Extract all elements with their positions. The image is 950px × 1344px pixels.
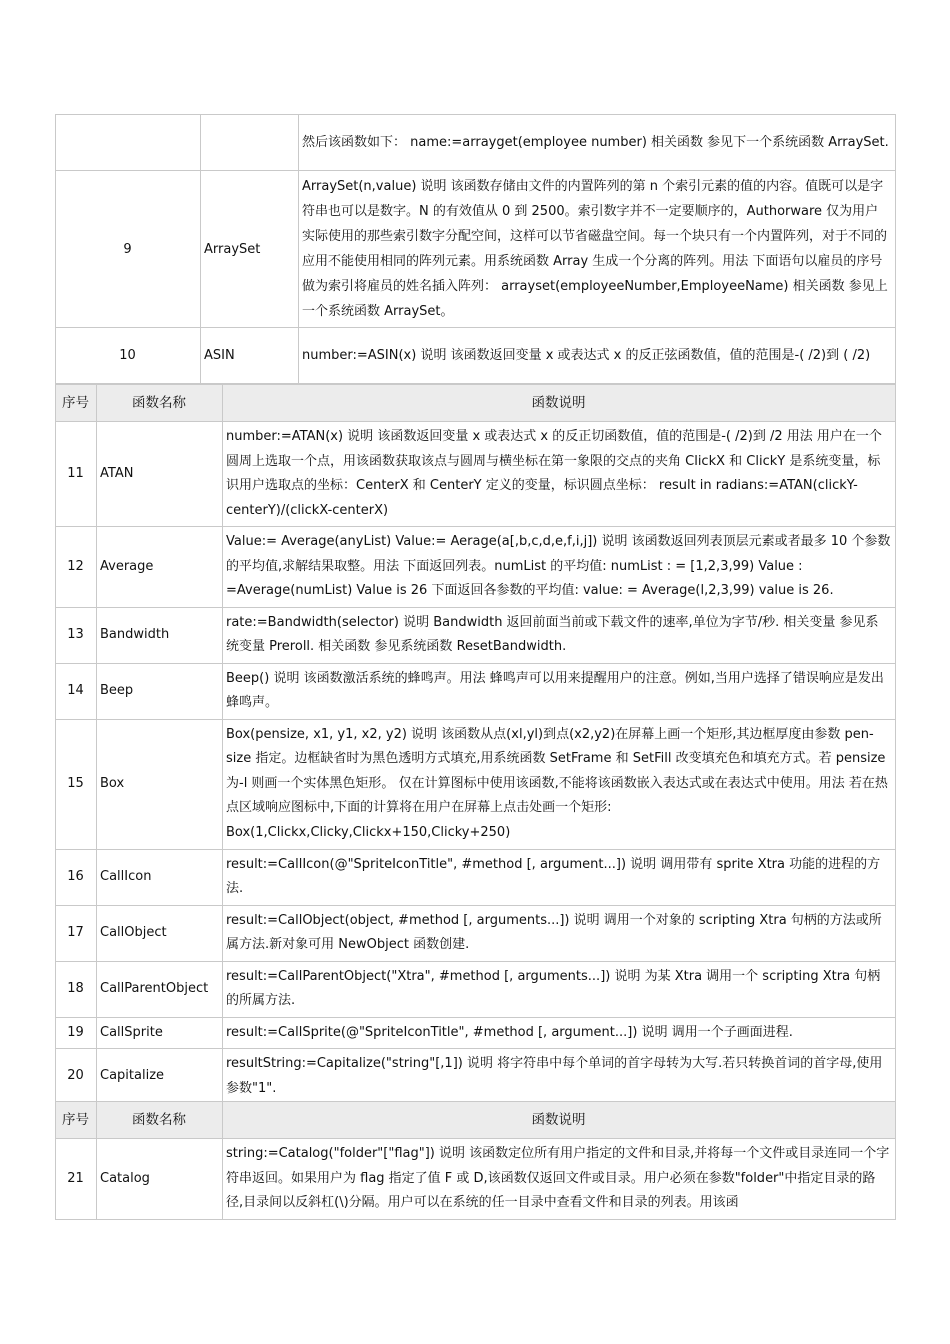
row-number: 9 [56, 171, 201, 328]
table-row [56, 422, 896, 527]
row-number: 17 [56, 905, 97, 961]
table-row [56, 961, 896, 1017]
function-table-top [55, 114, 896, 384]
function-description: result:=CallObject(object, #method [, arguments...]) 说明 调用一个对象的 scripting Xtra 句柄的方法或所属方法.新对象可用 NewObject 函数创建. [223, 905, 896, 961]
function-description: Value:= Average(anyList) Value:= Aerage(a[,b,c,d,e,f,i,j]) 说明 该函数返回列表顶层元素或者最多 10 个参数的平均值,求解结果取整。用法 下面返回列表。numList 的平均值: numList : = [1,2,3,99) Value : =Average(numList) Value is 26 下面返回各参数的平均值: value: = Average(l,2,3,99) value is 26. [223, 527, 896, 608]
table-row [56, 719, 896, 849]
function-description: result:=CallSprite(@"SpriteIconTitle", #method [, argument...]) 说明 调用一个子画面进程. [223, 1017, 896, 1049]
row-number [56, 115, 201, 171]
row-number: 10 [56, 328, 201, 384]
table-row [56, 171, 896, 328]
header-function-description: 函数说明 [223, 1102, 896, 1139]
table-row [56, 1049, 896, 1105]
function-table-b [55, 1101, 896, 1220]
function-description: Box(pensize, x1, y1, x2, y2) 说明 该函数从点(xl,yl)到点(x2,y2)在屏幕上画一个矩形,其边框厚度由参数 pen-size 指定。边框缺省时为黑色透明方式填充,用系统函数 SetFrame 和 SetFill 改变填充色和填充方式。若 pensize 为-l 则画一个实体黑色矩形。 仅在计算图标中使用该函数,不能将该函数嵌入表达式或在表达式中使用。用法 若在热点区域响应图标中,下面的计算将在用户在屏幕上点击处画一个矩形: Box(1,Clickx,Clicky,Clickx+150,Clicky+250) [223, 719, 896, 849]
table-row [56, 1139, 896, 1220]
table-row [56, 328, 896, 384]
function-name: CallSprite [97, 1017, 223, 1049]
table-row [56, 607, 896, 663]
function-description: number:=ASIN(x) 说明 该函数返回变量 x 或表达式 x 的反正弦函数值，值的范围是-( /2)到 ( /2) [299, 328, 896, 384]
table-header-row [56, 385, 896, 422]
function-description: string:=Catalog("folder"["flag"]) 说明 该函数定位所有用户指定的文件和目录,并将每一个文件或目录连同一个字符串返回。如果用户为 flag 指定了值 F 或 D,该函数仅返回文件或目录。用户必须在参数"folder"中指定目录的路径,目录间以反斜杠(\)分隔。用户可以在系统的任一目录中查看文件和目录的列表。用该函 [223, 1139, 896, 1220]
header-function-name: 函数名称 [97, 385, 223, 422]
table-row [56, 849, 896, 905]
row-number: 21 [56, 1139, 97, 1220]
table-row [56, 1017, 896, 1049]
function-name: Average [97, 527, 223, 608]
row-number: 20 [56, 1049, 97, 1105]
table-row [56, 663, 896, 719]
row-number: 13 [56, 607, 97, 663]
function-name: Catalog [97, 1139, 223, 1220]
row-number: 19 [56, 1017, 97, 1049]
header-function-description: 函数说明 [223, 385, 896, 422]
function-name: Box [97, 719, 223, 849]
function-name: ASIN [201, 328, 299, 384]
function-name [201, 115, 299, 171]
function-name: CallObject [97, 905, 223, 961]
function-table-a [55, 384, 896, 1105]
header-function-name: 函数名称 [97, 1102, 223, 1139]
row-number: 16 [56, 849, 97, 905]
function-name: Bandwidth [97, 607, 223, 663]
function-description: rate:=Bandwidth(selector) 说明 Bandwidth 返回前面当前或下载文件的速率,单位为字节/秒. 相关变量 参见系统变量 Preroll. 相关函数 参见系统函数 ResetBandwidth. [223, 607, 896, 663]
function-name: ArraySet [201, 171, 299, 328]
table-row [56, 905, 896, 961]
row-number: 11 [56, 422, 97, 527]
row-number: 15 [56, 719, 97, 849]
table-row [56, 115, 896, 171]
header-number: 序号 [56, 1102, 97, 1139]
function-description: 然后该函数如下： name:=arrayget(employee number) 相关函数 参见下一个系统函数 ArraySet. [299, 115, 896, 171]
function-description: result:=CallParentObject("Xtra", #method [, arguments...]) 说明 为某 Xtra 调用一个 scripting Xtra 句柄的所属方法. [223, 961, 896, 1017]
function-name: CallParentObject [97, 961, 223, 1017]
row-number: 12 [56, 527, 97, 608]
row-number: 14 [56, 663, 97, 719]
function-description: resultString:=Capitalize("string"[,1]) 说明 将字符串中每个单词的首字母转为大写.若只转换首词的首字母,使用参数"1". [223, 1049, 896, 1105]
function-description: number:=ATAN(x) 说明 该函数返回变量 x 或表达式 x 的反正切函数值，值的范围是-( /2)到 /2 用法 用户在一个圆周上选取一个点，用该函数获取该点与圆周与横坐标在第一象限的交点的夹角 ClickX 和 ClickY 是系统变量，标识用户选取点的坐标：CenterX 和 CenterY 定义的变量，标识圆点坐标： result in radians:=ATAN(clickY-centerY)/(clickX-centerX) [223, 422, 896, 527]
function-description: result:=CallIcon(@"SpriteIconTitle", #method [, argument...]) 说明 调用带有 sprite Xtra 功能的进程的方法. [223, 849, 896, 905]
function-name: Beep [97, 663, 223, 719]
function-name: CallIcon [97, 849, 223, 905]
header-number: 序号 [56, 385, 97, 422]
function-description: ArraySet(n,value) 说明 该函数存储由文件的内置阵列的第 n 个索引元素的值的内容。值既可以是字符串也可以是数字。N 的有效值从 0 到 2500。索引数字并不一定要顺序的，Authorware 仅为用户实际使用的那些索引数字分配空间，这样可以节省磁盘空间。每一个块只有一个内置阵列，对于不同的应用不能使用相同的阵列元素。用系统函数 Array 生成一个分离的阵列。用法 下面语句以雇员的序号做为索引将雇员的姓名插入阵列： arrayset(employeeNumber,EmployeeName) 相关函数 参见上一个系统函数 ArraySet。 [299, 171, 896, 328]
row-number: 18 [56, 961, 97, 1017]
function-name: ATAN [97, 422, 223, 527]
function-description: Beep() 说明 该函数激活系统的蜂鸣声。用法 蜂鸣声可以用来提醒用户的注意。例如,当用户选择了错误响应是发出蜂鸣声。 [223, 663, 896, 719]
function-name: Capitalize [97, 1049, 223, 1105]
table-header-row [56, 1102, 896, 1139]
table-row [56, 527, 896, 608]
